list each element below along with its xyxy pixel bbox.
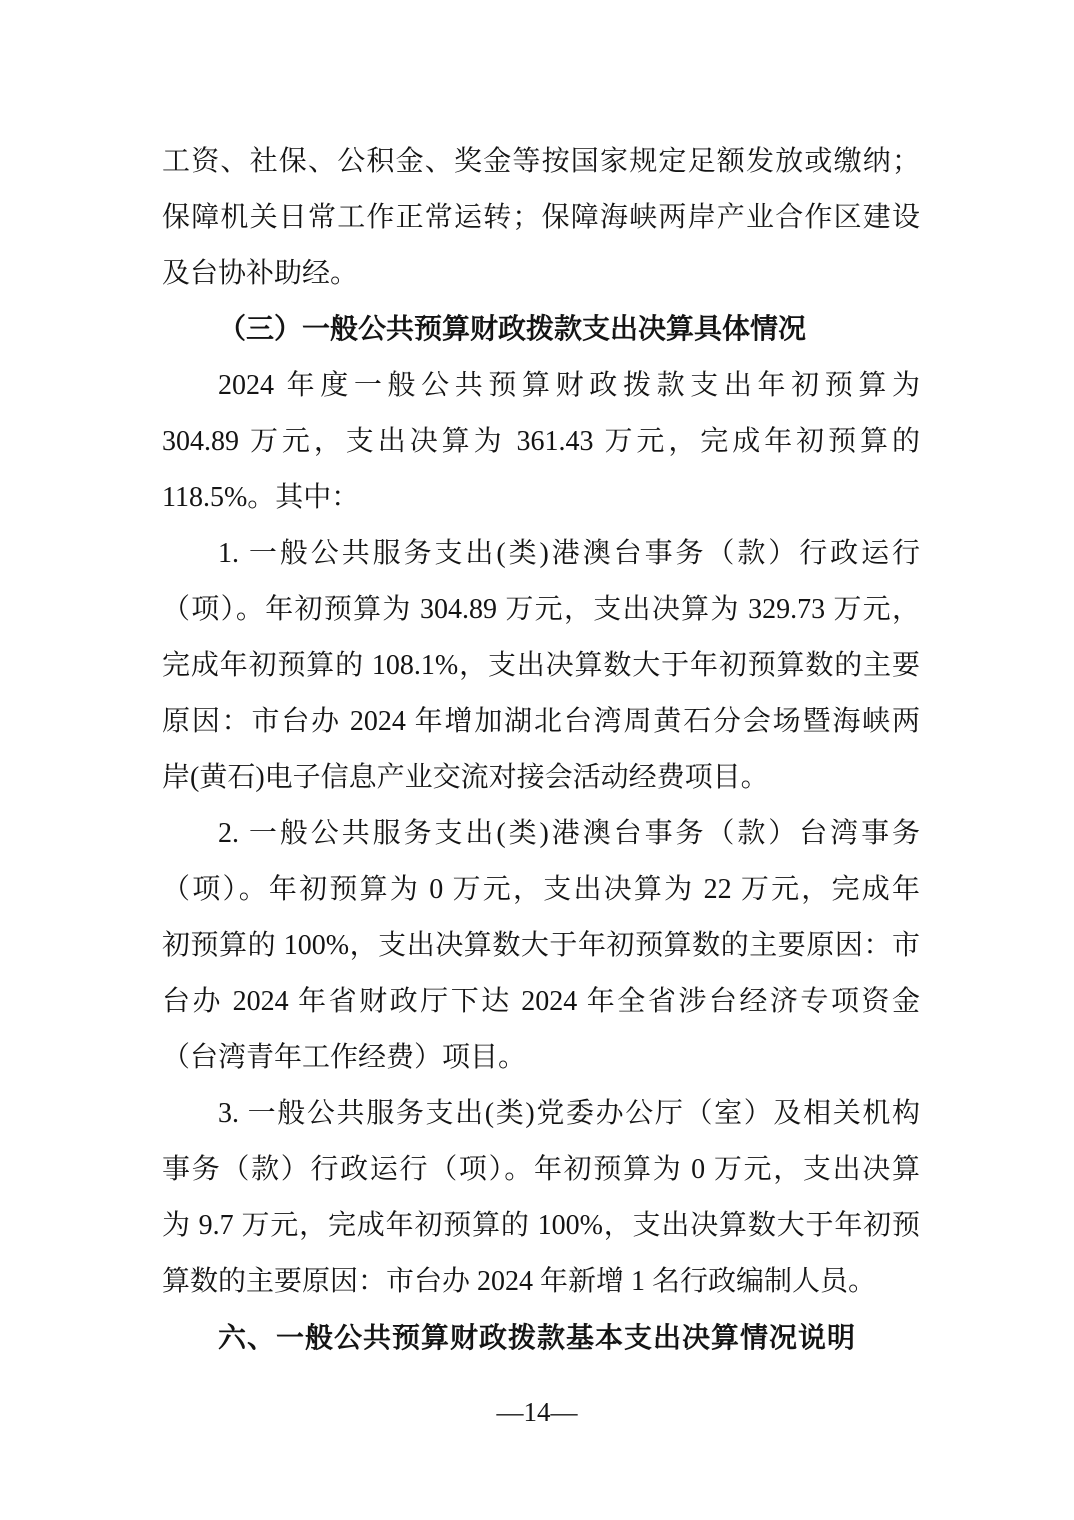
text-line: （台湾青年工作经费）项目。	[162, 1042, 527, 1073]
text-line: 算数的主要原因：市台办 2024 年新增 1 名行政编制人员。	[162, 1266, 877, 1297]
text-line: 2024 年度一般公共预算财政拨款支出年初预算为	[218, 370, 920, 401]
page-number: —14—	[496, 1397, 578, 1427]
text-line: 保障机关日常工作正常运转；保障海峡两岸产业合作区建设	[162, 202, 920, 233]
subsection-heading: （三）一般公共预算财政拨款支出决算具体情况	[218, 314, 807, 345]
text-line: 1. 一般公共服务支出(类)港澳台事务（款）行政运行	[218, 538, 920, 569]
section-heading: 六、一般公共预算财政拨款基本支出决算情况说明	[218, 1322, 857, 1353]
text-line: 及台协补助经。	[162, 258, 359, 289]
text-line: 工资、社保、公积金、奖金等按国家规定足额发放或缴纳；	[162, 146, 920, 177]
text-line: （项）。年初预算为 0 万元，支出决算为 22 万元，完成年	[162, 874, 920, 905]
text-line: 118.5%。其中：	[162, 482, 360, 513]
text-line: 初预算的 100%，支出决算数大于年初预算数的主要原因：市	[162, 930, 920, 961]
text-line: （项）。年初预算为 304.89 万元，支出决算为 329.73 万元，	[162, 594, 920, 625]
text-line: 3. 一般公共服务支出(类)党委办公厅（室）及相关机构	[218, 1098, 920, 1129]
text-line: 岸(黄石)电子信息产业交流对接会活动经费项目。	[162, 762, 769, 793]
text-line: 原因：市台办 2024 年增加湖北台湾周黄石分会场暨海峡两	[162, 706, 920, 737]
text-line: 事务（款）行政运行（项）。年初预算为 0 万元，支出决算	[162, 1154, 920, 1185]
text-line: 2. 一般公共服务支出(类)港澳台事务（款）台湾事务	[218, 818, 920, 849]
text-line: 台办 2024 年省财政厅下达 2024 年全省涉台经济专项资金	[162, 986, 920, 1017]
text-line: 为 9.7 万元，完成年初预算的 100%，支出决算数大于年初预	[162, 1210, 920, 1241]
text-line: 完成年初预算的 108.1%，支出决算数大于年初预算数的主要	[162, 650, 920, 681]
document-text-block	[162, 134, 920, 1366]
text-line: 304.89 万元，支出决算为 361.43 万元，完成年初预算的	[162, 426, 920, 457]
